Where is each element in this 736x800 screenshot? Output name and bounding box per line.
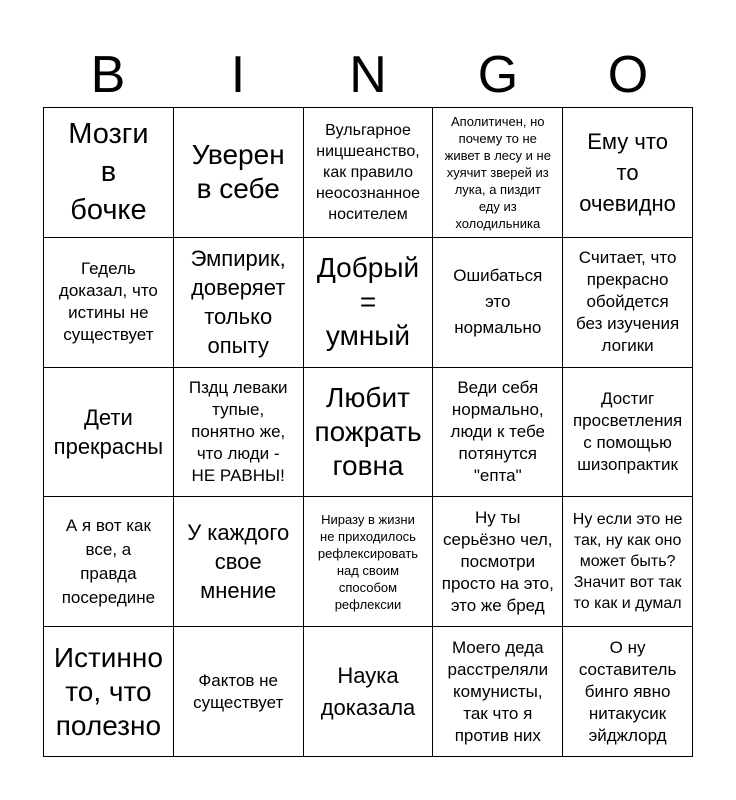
header-letter-n: N — [349, 46, 387, 104]
cell-text: О ну составитель бинго явно нитакусик эйджлорд — [578, 637, 677, 745]
bingo-cell-r5c5[interactable] — [563, 627, 693, 757]
cell-text: Уверен в себе — [191, 139, 285, 205]
bingo-cell-r5c2[interactable] — [174, 627, 304, 757]
cell-text: Ошибаться это нормально — [453, 266, 543, 338]
cell-text: Фактов не существует — [193, 670, 284, 712]
bingo-cell-r4c4[interactable] — [433, 497, 563, 627]
bingo-header — [43, 44, 693, 106]
cell-text: Ему что то очевидно — [579, 128, 676, 216]
bingo-cell-r1c3[interactable] — [304, 108, 434, 238]
header-letter-b: B — [90, 46, 126, 104]
cell-text: Ну если это не так, ну как оно может быть? Значит вот так то как и думал — [572, 511, 683, 613]
cell-text: Дети прекрасны — [53, 404, 164, 459]
cell-text: Любит пожрать говна — [314, 381, 422, 481]
cell-text: Аполитичен, но почему то не живет в лесу и не хуячит зверей из лука, а пиздит еду из холодильника — [444, 113, 551, 231]
bingo-cell-r4c3[interactable] — [304, 497, 434, 627]
cell-text: Добрый = умный — [316, 252, 420, 352]
cell-text: Гедель доказал, что истины не существует — [58, 259, 158, 345]
bingo-cell-r2c5[interactable] — [563, 238, 693, 368]
bingo-cell-r2c4[interactable] — [433, 238, 563, 368]
bingo-cell-r2c1[interactable] — [44, 238, 174, 368]
cell-text: Мозги в бочке — [68, 118, 149, 227]
bingo-cell-r2c3[interactable] — [304, 238, 434, 368]
bingo-cell-r5c1[interactable] — [44, 627, 174, 757]
bingo-cell-r3c3[interactable] — [304, 368, 434, 498]
cell-text: Моего деда расстреляли комунисты, так что я против них — [447, 637, 549, 745]
cell-text: Истинно то, что полезно — [53, 641, 163, 741]
bingo-board — [43, 107, 693, 757]
cell-text: Вульгарное ницшеанство, как правило неосознанное носителем — [315, 121, 421, 223]
bingo-cell-r1c5[interactable] — [563, 108, 693, 238]
bingo-cell-r4c1[interactable] — [44, 497, 174, 627]
bingo-cell-r4c5[interactable] — [563, 497, 693, 627]
bingo-cell-r1c4[interactable] — [433, 108, 563, 238]
bingo-cell-r1c1[interactable] — [44, 108, 174, 238]
bingo-cell-r3c2[interactable] — [174, 368, 304, 498]
bingo-cell-r3c1[interactable] — [44, 368, 174, 498]
cell-text: Ну ты серьёзно чел, посмотри просто на это, это же бред — [441, 507, 554, 615]
cell-text: Ниразу в жизни не приходилось рефлексировать над своим способом рефлексии — [317, 511, 419, 612]
bingo-cell-r3c5[interactable] — [563, 368, 693, 498]
cell-text: Веди себя нормально, люди к тебе потянутся "епта" — [450, 377, 546, 485]
bingo-cell-r5c3[interactable] — [304, 627, 434, 757]
header-letter-i: I — [230, 46, 246, 104]
bingo-cell-r5c4[interactable] — [433, 627, 563, 757]
cell-text: Достиг просветления с помощью шизопрактик — [572, 388, 683, 474]
header-letter-g: G — [477, 46, 519, 104]
cell-text: Наука доказала — [320, 662, 416, 720]
cell-text: А я вот как все, а правда посередине — [61, 515, 156, 607]
cell-text: Считает, что прекрасно обойдется без изучения логики — [576, 248, 680, 356]
cell-text: Пздц леваки тупые, понятно же, что люди - НЕ РАВНЫ! — [188, 377, 288, 485]
cell-text: У каждого свое мнение — [187, 520, 290, 604]
bingo-cell-r1c2[interactable] — [174, 108, 304, 238]
cell-text: Эмпирик, доверяет только опыту — [190, 246, 286, 359]
header-letter-o: O — [607, 46, 649, 104]
bingo-cell-r3c4[interactable] — [433, 368, 563, 498]
bingo-cell-r4c2[interactable] — [174, 497, 304, 627]
bingo-cell-r2c2[interactable] — [174, 238, 304, 368]
